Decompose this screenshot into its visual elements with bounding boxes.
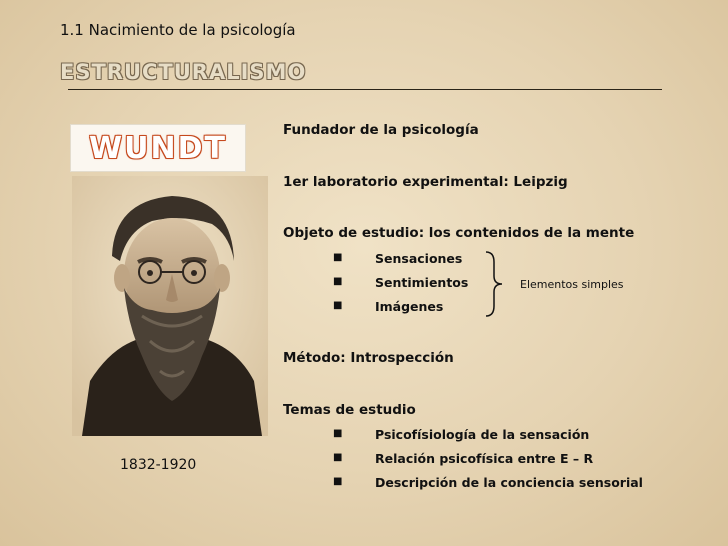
list-item bbox=[333, 299, 444, 314]
object-text: Objeto de estudio: los contenidos de la mente bbox=[283, 225, 635, 241]
lab-text: 1er laboratorio experimental: Leipzig bbox=[283, 174, 568, 190]
name-banner-text: WUNDT bbox=[89, 130, 227, 166]
list-item bbox=[333, 251, 463, 266]
square-bullet-icon: ■ bbox=[333, 428, 343, 439]
list-item-label: Relación psicofísica entre E – R bbox=[375, 451, 594, 466]
life-years: 1832-1920 bbox=[120, 457, 197, 473]
list-item-label: Descripción de la conciencia sensorial bbox=[375, 475, 643, 490]
square-bullet-icon: ■ bbox=[333, 252, 343, 263]
founder-text: Fundador de la psicología bbox=[283, 122, 479, 138]
list-item bbox=[333, 475, 643, 490]
slide-title: ESTRUCTURALISMO bbox=[60, 60, 307, 84]
brace-icon bbox=[484, 250, 506, 318]
square-bullet-icon: ■ bbox=[333, 276, 343, 287]
list-item bbox=[333, 427, 590, 442]
method-text: Método: Introspección bbox=[283, 350, 454, 366]
list-item-label: Imágenes bbox=[375, 299, 444, 314]
topics-text: Temas de estudio bbox=[283, 402, 416, 418]
square-bullet-icon: ■ bbox=[333, 300, 343, 311]
list-item bbox=[333, 451, 594, 466]
elements-note: Elementos simples bbox=[520, 278, 624, 291]
list-item-label: Sensaciones bbox=[375, 251, 463, 266]
square-bullet-icon: ■ bbox=[333, 476, 343, 487]
list-item-label: Psicofísiología de la sensación bbox=[375, 427, 590, 442]
title-divider bbox=[68, 89, 662, 90]
list-item-label: Sentimientos bbox=[375, 275, 469, 290]
list-item bbox=[333, 275, 469, 290]
square-bullet-icon: ■ bbox=[333, 452, 343, 463]
name-banner bbox=[70, 124, 246, 172]
portrait-photo bbox=[72, 176, 268, 436]
section-subtitle: 1.1 Nacimiento de la psicología bbox=[60, 21, 296, 39]
